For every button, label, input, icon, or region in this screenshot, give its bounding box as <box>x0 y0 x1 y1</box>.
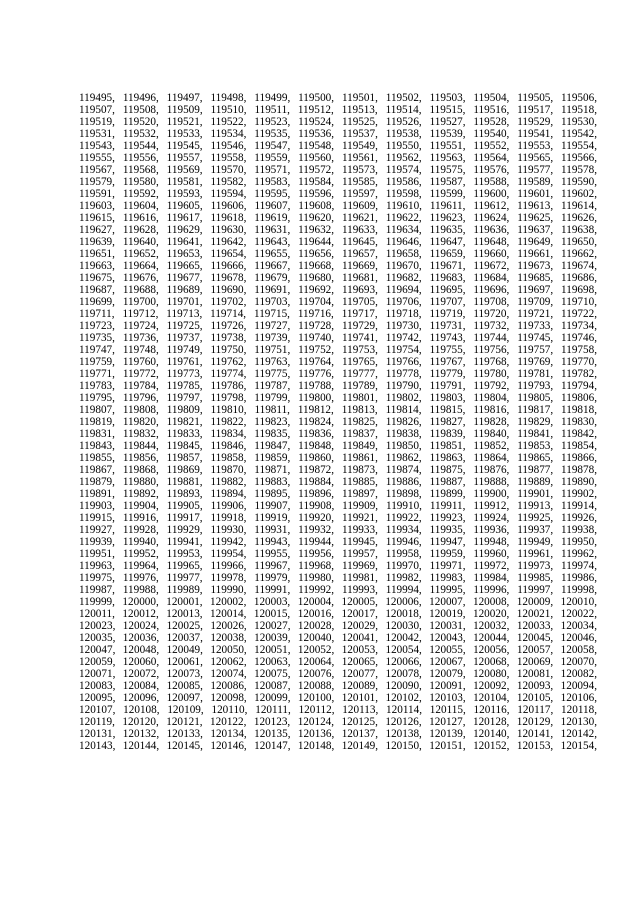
number-line: 119963, 119964, 119965, 119966, 119967, 119968, 119969, 119970, 119971, 119972, 119973, 119974, <box>79 560 597 572</box>
number-line: 119867, 119868, 119869, 119870, 119871, 119872, 119873, 119874, 119875, 119876, 119877, 119878, <box>79 464 597 476</box>
number-line: 119555, 119556, 119557, 119558, 119559, 119560, 119561, 119562, 119563, 119564, 119565, 119566, <box>79 152 597 164</box>
number-line: 119579, 119580, 119581, 119582, 119583, 119584, 119585, 119586, 119587, 119588, 119589, 119590, <box>79 176 597 188</box>
number-line: 119927, 119928, 119929, 119930, 119931, 119932, 119933, 119934, 119935, 119936, 119937, 119938, <box>79 524 597 536</box>
number-line: 119735, 119736, 119737, 119738, 119739, 119740, 119741, 119742, 119743, 119744, 119745, 119746, <box>79 332 597 344</box>
number-line: 120119, 120120, 120121, 120122, 120123, 120124, 120125, 120126, 120127, 120128, 120129, 120130, <box>79 716 597 728</box>
number-line: 119507, 119508, 119509, 119510, 119511, 119512, 119513, 119514, 119515, 119516, 119517, 119518, <box>79 104 597 116</box>
number-line: 120107, 120108, 120109, 120110, 120111, 120112, 120113, 120114, 120115, 120116, 120117, 120118, <box>79 704 597 716</box>
number-line: 119627, 119628, 119629, 119630, 119631, 119632, 119633, 119634, 119635, 119636, 119637, 119638, <box>79 224 597 236</box>
number-line: 120131, 120132, 120133, 120134, 120135, 120136, 120137, 120138, 120139, 120140, 120141, 120142, <box>79 728 597 740</box>
number-line: 119651, 119652, 119653, 119654, 119655, 119656, 119657, 119658, 119659, 119660, 119661, 119662, <box>79 248 597 260</box>
number-line: 119903, 119904, 119905, 119906, 119907, 119908, 119909, 119910, 119911, 119912, 119913, 119914, <box>79 500 597 512</box>
number-line: 119795, 119796, 119797, 119798, 119799, 119800, 119801, 119802, 119803, 119804, 119805, 119806, <box>79 392 597 404</box>
number-line: 119759, 119760, 119761, 119762, 119763, 119764, 119765, 119766, 119767, 119768, 119769, 119770, <box>79 356 597 368</box>
number-line: 120035, 120036, 120037, 120038, 120039, 120040, 120041, 120042, 120043, 120044, 120045, 120046, <box>79 632 597 644</box>
number-line: 119603, 119604, 119605, 119606, 119607, 119608, 119609, 119610, 119611, 119612, 119613, 119614, <box>79 200 597 212</box>
number-line: 119567, 119568, 119569, 119570, 119571, 119572, 119573, 119574, 119575, 119576, 119577, 119578, <box>79 164 597 176</box>
number-line: 119855, 119856, 119857, 119858, 119859, 119860, 119861, 119862, 119863, 119864, 119865, 119866, <box>79 452 597 464</box>
number-line: 119843, 119844, 119845, 119846, 119847, 119848, 119849, 119850, 119851, 119852, 119853, 119854, <box>79 440 597 452</box>
number-line: 120059, 120060, 120061, 120062, 120063, 120064, 120065, 120066, 120067, 120068, 120069, 120070, <box>79 656 597 668</box>
number-line: 119687, 119688, 119689, 119690, 119691, 119692, 119693, 119694, 119695, 119696, 119697, 119698, <box>79 284 597 296</box>
number-line: 119675, 119676, 119677, 119678, 119679, 119680, 119681, 119682, 119683, 119684, 119685, 119686, <box>79 272 597 284</box>
number-line: 119531, 119532, 119533, 119534, 119535, 119536, 119537, 119538, 119539, 119540, 119541, 119542, <box>79 128 597 140</box>
number-line: 119987, 119988, 119989, 119990, 119991, 119992, 119993, 119994, 119995, 119996, 119997, 119998, <box>79 584 597 596</box>
number-line: 120143, 120144, 120145, 120146, 120147, 120148, 120149, 120150, 120151, 120152, 120153, 120154, <box>79 740 597 752</box>
number-line: 119831, 119832, 119833, 119834, 119835, 119836, 119837, 119838, 119839, 119840, 119841, 119842, <box>79 428 597 440</box>
number-line: 119639, 119640, 119641, 119642, 119643, 119644, 119645, 119646, 119647, 119648, 119649, 119650, <box>79 236 597 248</box>
number-line: 119975, 119976, 119977, 119978, 119979, 119980, 119981, 119982, 119983, 119984, 119985, 119986, <box>79 572 597 584</box>
number-line: 120095, 120096, 120097, 120098, 120099, 120100, 120101, 120102, 120103, 120104, 120105, 120106, <box>79 692 597 704</box>
number-line: 119891, 119892, 119893, 119894, 119895, 119896, 119897, 119898, 119899, 119900, 119901, 119902, <box>79 488 597 500</box>
number-line: 119711, 119712, 119713, 119714, 119715, 119716, 119717, 119718, 119719, 119720, 119721, 119722, <box>79 308 597 320</box>
number-line: 120023, 120024, 120025, 120026, 120027, 120028, 120029, 120030, 120031, 120032, 120033, 120034, <box>79 620 597 632</box>
number-line: 119807, 119808, 119809, 119810, 119811, 119812, 119813, 119814, 119815, 119816, 119817, 119818, <box>79 404 597 416</box>
number-line: 120047, 120048, 120049, 120050, 120051, 120052, 120053, 120054, 120055, 120056, 120057, 120058, <box>79 644 597 656</box>
number-line: 119951, 119952, 119953, 119954, 119955, 119956, 119957, 119958, 119959, 119960, 119961, 119962, <box>79 548 597 560</box>
number-line: 119699, 119700, 119701, 119702, 119703, 119704, 119705, 119706, 119707, 119708, 119709, 119710, <box>79 296 597 308</box>
number-line: 119543, 119544, 119545, 119546, 119547, 119548, 119549, 119550, 119551, 119552, 119553, 119554, <box>79 140 597 152</box>
number-line: 119999, 120000, 120001, 120002, 120003, 120004, 120005, 120006, 120007, 120008, 120009, 120010, <box>79 596 597 608</box>
number-line: 119915, 119916, 119917, 119918, 119919, 119920, 119921, 119922, 119923, 119924, 119925, 119926, <box>79 512 597 524</box>
number-line: 119747, 119748, 119749, 119750, 119751, 119752, 119753, 119754, 119755, 119756, 119757, 119758, <box>79 344 597 356</box>
number-sequence-block <box>79 92 597 752</box>
number-line: 119819, 119820, 119821, 119822, 119823, 119824, 119825, 119826, 119827, 119828, 119829, 119830, <box>79 416 597 428</box>
number-line: 119495, 119496, 119497, 119498, 119499, 119500, 119501, 119502, 119503, 119504, 119505, 119506, <box>79 92 597 104</box>
number-line: 119771, 119772, 119773, 119774, 119775, 119776, 119777, 119778, 119779, 119780, 119781, 119782, <box>79 368 597 380</box>
number-line: 119723, 119724, 119725, 119726, 119727, 119728, 119729, 119730, 119731, 119732, 119733, 119734, <box>79 320 597 332</box>
number-line: 119879, 119880, 119881, 119882, 119883, 119884, 119885, 119886, 119887, 119888, 119889, 119890, <box>79 476 597 488</box>
number-line: 119519, 119520, 119521, 119522, 119523, 119524, 119525, 119526, 119527, 119528, 119529, 119530, <box>79 116 597 128</box>
number-line: 120071, 120072, 120073, 120074, 120075, 120076, 120077, 120078, 120079, 120080, 120081, 120082, <box>79 668 597 680</box>
number-line: 119591, 119592, 119593, 119594, 119595, 119596, 119597, 119598, 119599, 119600, 119601, 119602, <box>79 188 597 200</box>
number-line: 120083, 120084, 120085, 120086, 120087, 120088, 120089, 120090, 120091, 120092, 120093, 120094, <box>79 680 597 692</box>
number-line: 120011, 120012, 120013, 120014, 120015, 120016, 120017, 120018, 120019, 120020, 120021, 120022, <box>79 608 597 620</box>
number-line: 119783, 119784, 119785, 119786, 119787, 119788, 119789, 119790, 119791, 119792, 119793, 119794, <box>79 380 597 392</box>
number-line: 119615, 119616, 119617, 119618, 119619, 119620, 119621, 119622, 119623, 119624, 119625, 119626, <box>79 212 597 224</box>
number-line: 119939, 119940, 119941, 119942, 119943, 119944, 119945, 119946, 119947, 119948, 119949, 119950, <box>79 536 597 548</box>
number-line: 119663, 119664, 119665, 119666, 119667, 119668, 119669, 119670, 119671, 119672, 119673, 119674, <box>79 260 597 272</box>
